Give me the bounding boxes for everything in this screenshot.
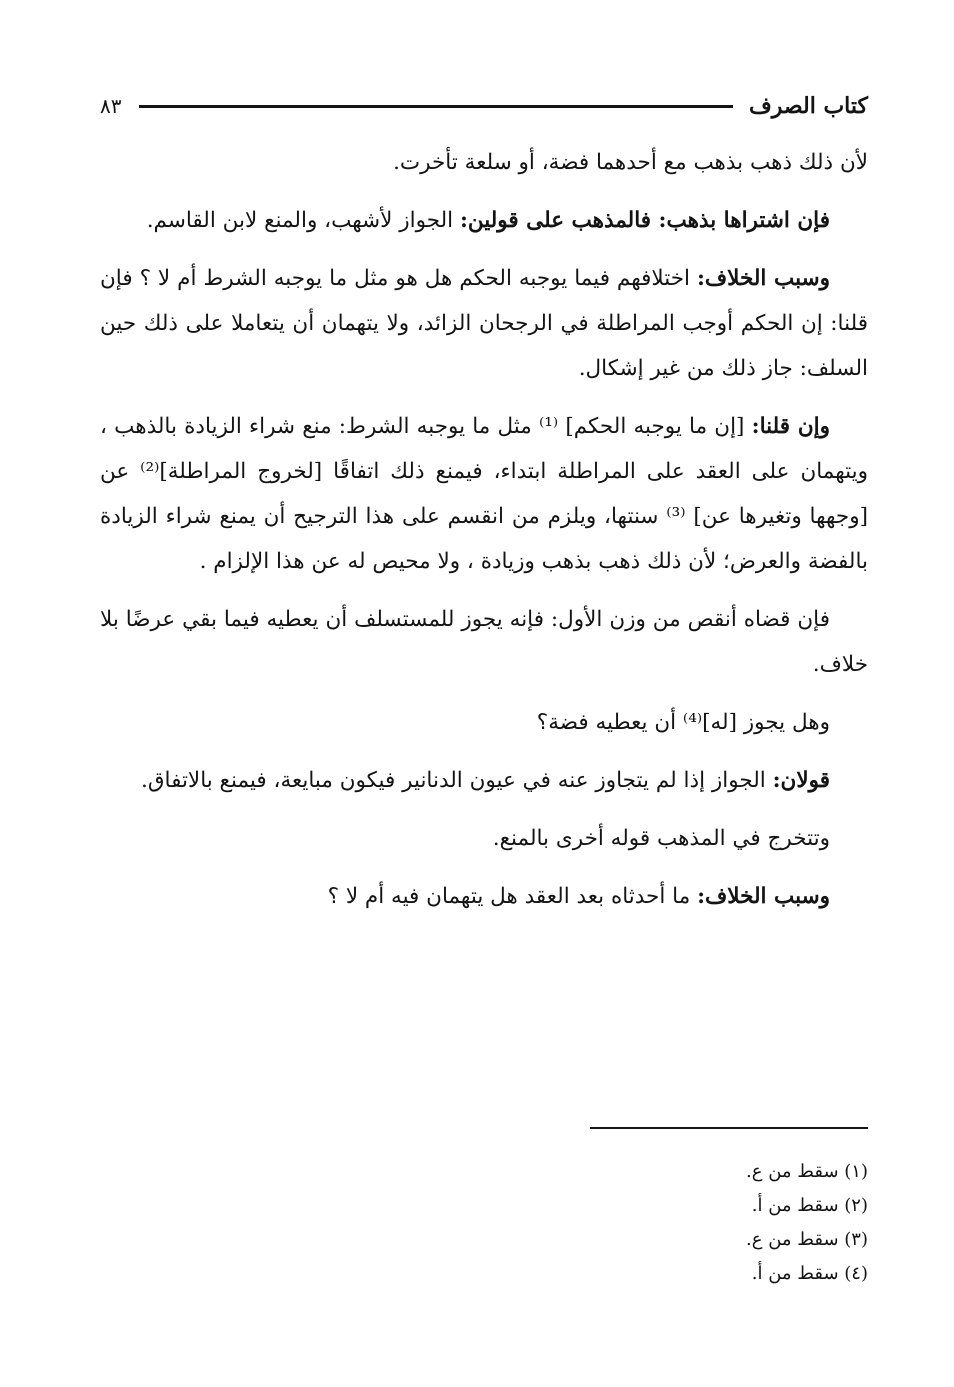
paragraph bbox=[100, 597, 868, 687]
page-number: ٨٣ bbox=[100, 94, 122, 118]
footnote: (١) سقط من ع. bbox=[746, 1161, 868, 1182]
page-header bbox=[100, 86, 868, 126]
paragraph-text: فإن قضاه أنقص من وزن الأول: فإنه يجوز للمستسلف أن يعطيه فيما بقي عرضًا بلا خلاف. bbox=[100, 607, 868, 677]
paragraph-text: الجواز لأشهب، والمنع لابن القاسم. bbox=[146, 208, 460, 233]
paragraph bbox=[100, 874, 868, 919]
paragraph bbox=[100, 404, 868, 584]
paragraph-text: لأن ذلك ذهب بذهب مع أحدهما فضة، أو سلعة تأخرت. bbox=[393, 150, 868, 175]
paragraph-lead: قولان: bbox=[772, 768, 830, 793]
running-title: كتاب الصرف bbox=[748, 93, 868, 119]
paragraph-text: وتتخرج في المذهب قوله أخرى بالمنع. bbox=[492, 826, 830, 851]
footnote: (٤) سقط من أ. bbox=[751, 1263, 868, 1284]
footnote: (٢) سقط من أ. bbox=[751, 1195, 868, 1216]
paragraph bbox=[100, 140, 868, 185]
footnote: (٣) سقط من ع. bbox=[746, 1229, 868, 1250]
paragraph bbox=[100, 700, 868, 745]
paragraph-text: ما أحدثاه بعد العقد هل يتهمان فيه أم لا ؟ bbox=[327, 884, 698, 909]
paragraph bbox=[100, 256, 868, 391]
paragraph-text: الجواز إذا لم يتجاوز عنه في عيون الدنانير فيكون مبايعة، فيمنع بالاتفاق. bbox=[141, 768, 773, 793]
footnote-separator bbox=[590, 1127, 868, 1129]
main-text bbox=[100, 140, 868, 932]
paragraph bbox=[100, 816, 868, 861]
paragraph-text: وهل يجوز [له]⁽⁴⁾ أن يعطيه فضة؟ bbox=[536, 710, 830, 735]
paragraph bbox=[100, 758, 868, 803]
paragraph-lead: وإن قلنا: bbox=[751, 414, 830, 439]
paragraph-text: اختلافهم فيما يوجبه الحكم هل هو مثل ما يوجبه الشرط أم لا ؟ فإن قلنا: إن الحكم أوجب المراطلة في الرجحان الزائد، ولا يتهمان أن يتعاملا على ذلك حين السلف: جاز ذلك من غير إشكال. bbox=[100, 266, 868, 381]
paragraph-lead: وسبب الخلاف: bbox=[697, 884, 830, 909]
paragraph-lead: وسبب الخلاف: bbox=[696, 266, 831, 291]
paragraph bbox=[100, 198, 868, 243]
paragraph-lead: فإن اشتراها بذهب: فالمذهب على قولين: bbox=[459, 208, 830, 233]
footnotes bbox=[100, 1155, 868, 1291]
header-rule bbox=[139, 105, 732, 108]
paragraph-text: [إن ما يوجبه الحكم] ⁽¹⁾ مثل ما يوجبه الشرط: منع شراء الزيادة بالذهب ، ويتهمان على العقد على المراطلة ابتداء، فيمنع ذلك اتفاقًا [لخروج المراطلة]⁽²⁾ عن [وجهها وتغيرها عن] ⁽³⁾ سنتها، ويلزم من انقسم على هذا الترجيح أن يمنع شراء الزيادة بالفضة والعرض؛ لأن ذلك ذهب بذهب وزيادة ، ولا محيص له عن هذا الإلزام . bbox=[100, 414, 868, 574]
